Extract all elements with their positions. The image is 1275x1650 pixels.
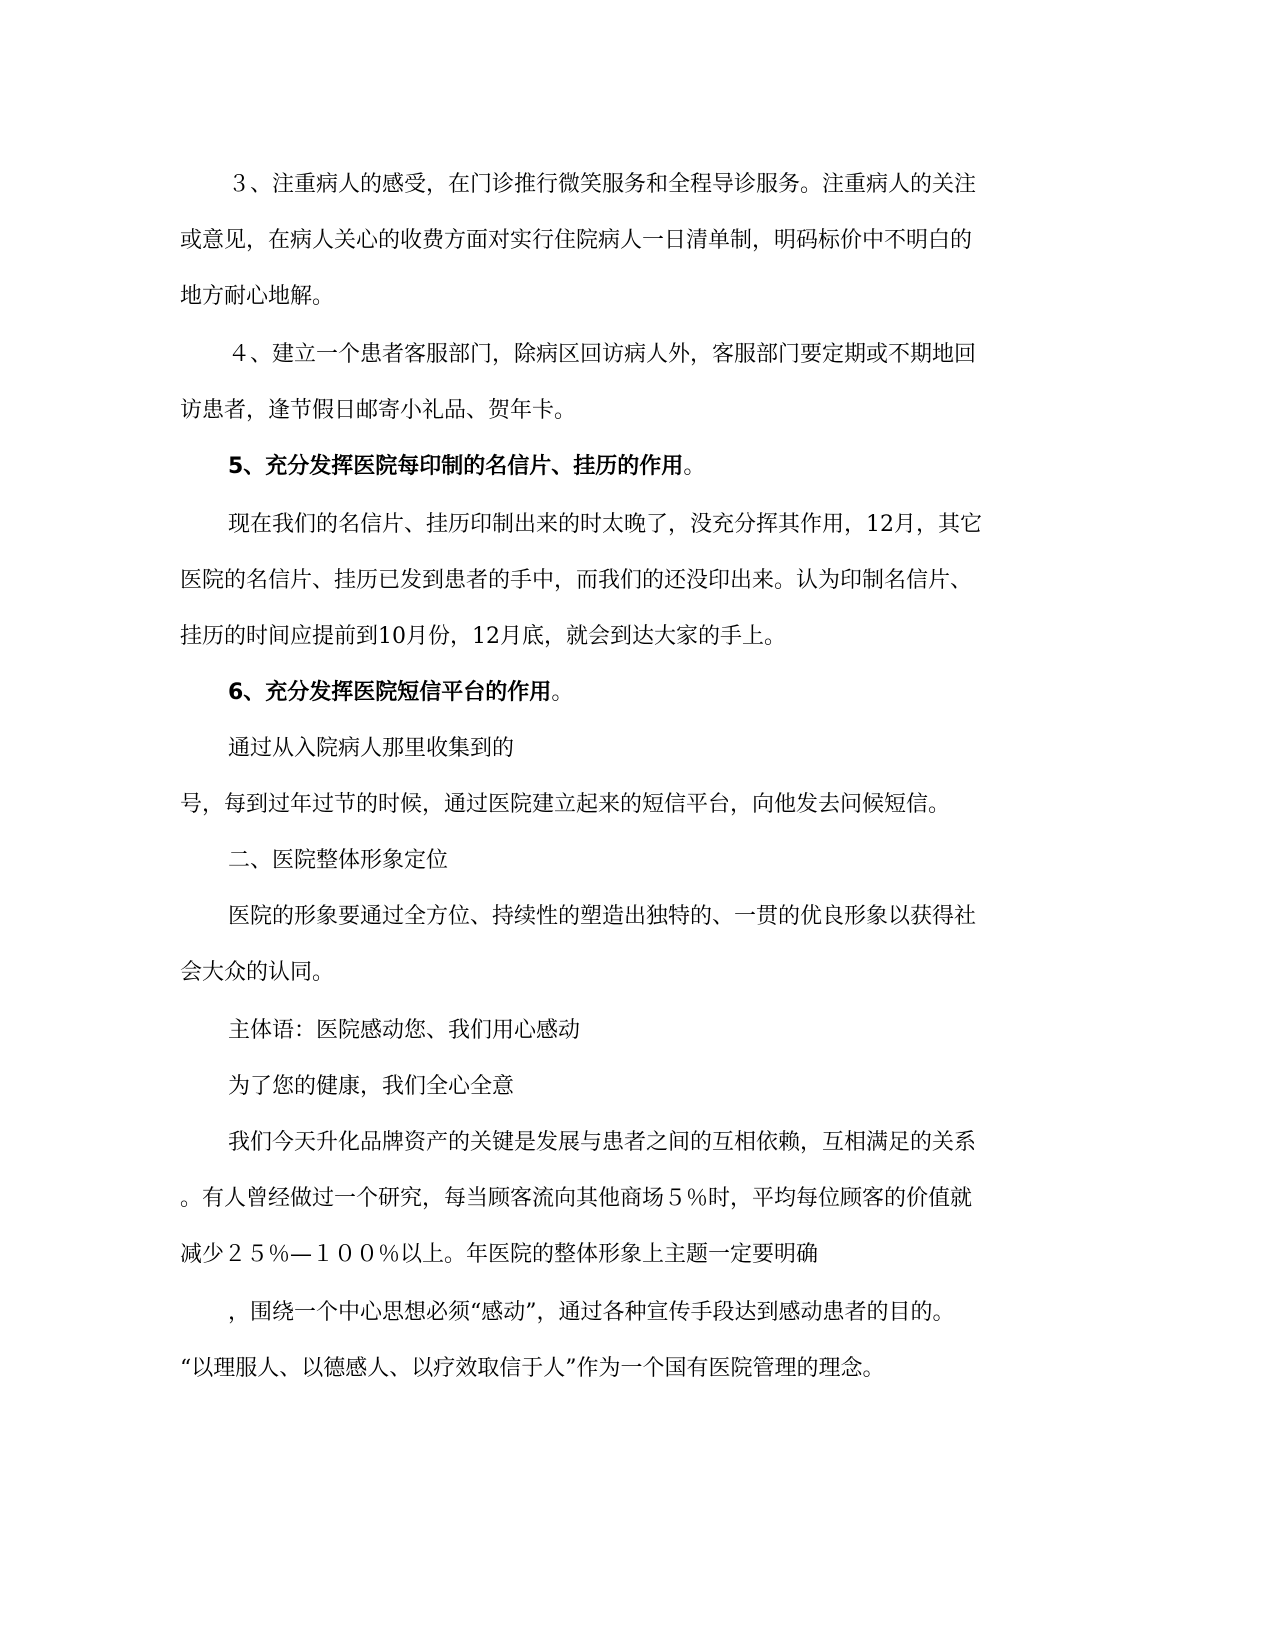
heading-5 <box>228 452 705 482</box>
paragraph-4-line-1: ４、建立一个患者客服部门，除病区回访病人外，客服部门要定期或不期地回 <box>228 342 977 367</box>
slogan-secondary: 为了您的健康，我们全心全意 <box>228 1074 515 1099</box>
paragraph-6-line-1: 通过从入院病人那里收集到的 <box>228 736 515 761</box>
paragraph-8-line-1: 我们今天升化品牌资产的关键是发展与患者之间的互相依赖，互相满足的关系 <box>228 1130 977 1155</box>
paragraph-8-line-2: 。有人曾经做过一个研究，每当顾客流向其他商场５％时，平均每位顾客的价值就 <box>180 1186 973 1211</box>
heading-5-period: 。 <box>683 454 706 479</box>
heading-6-text: 6、充分发挥医院短信平台的作用 <box>228 680 552 705</box>
heading-6 <box>228 678 573 708</box>
paragraph-4-line-2: 访患者，逢节假日邮寄小礼品、贺年卡。 <box>180 398 577 423</box>
section-2-title: 二、医院整体形象定位 <box>228 848 449 873</box>
paragraph-8-line-4: ，围绕一个中心思想必须“感动”，通过各种宣传手段达到感动患者的目的。 <box>228 1300 955 1325</box>
paragraph-5-line-1: 现在我们的名信片、挂历印制出来的时太晚了，没充分挥其作用，12月，其它 <box>228 512 982 537</box>
paragraph-7-line-2: 会大众的认同。 <box>180 960 335 985</box>
paragraph-8-line-3: 减少２５％—１００％以上。年医院的整体形象上主题一定要明确 <box>180 1242 819 1267</box>
paragraph-3-line-3: 地方耐心地解。 <box>180 284 335 309</box>
heading-5-text: 5、充分发挥医院每印制的名信片、挂历的作用 <box>228 454 684 479</box>
paragraph-5-line-3: 挂历的时间应提前到10月份，12月底，就会到达大家的手上。 <box>180 624 786 649</box>
paragraph-7-line-1: 医院的形象要通过全方位、持续性的塑造出独特的、一贯的优良形象以获得社 <box>228 904 977 929</box>
slogan-main: 主体语：医院感动您、我们用心感动 <box>228 1018 581 1043</box>
paragraph-3-line-1: ３、注重病人的感受，在门诊推行微笑服务和全程导诊服务。注重病人的关注 <box>228 172 977 197</box>
paragraph-5-line-2: 医院的名信片、挂历已发到患者的手中，而我们的还没印出来。认为印制名信片、 <box>180 568 973 593</box>
paragraph-8-line-5: “以理服人、以德感人、以疗效取信于人”作为一个国有医院管理的理念。 <box>180 1356 885 1381</box>
heading-6-period: 。 <box>551 680 574 705</box>
paragraph-3-line-2: 或意见，在病人关心的收费方面对实行住院病人一日清单制，明码标价中不明白的 <box>180 228 973 253</box>
paragraph-6-line-2: 号，每到过年过节的时候，通过医院建立起来的短信平台，向他发去问候短信。 <box>180 792 951 817</box>
